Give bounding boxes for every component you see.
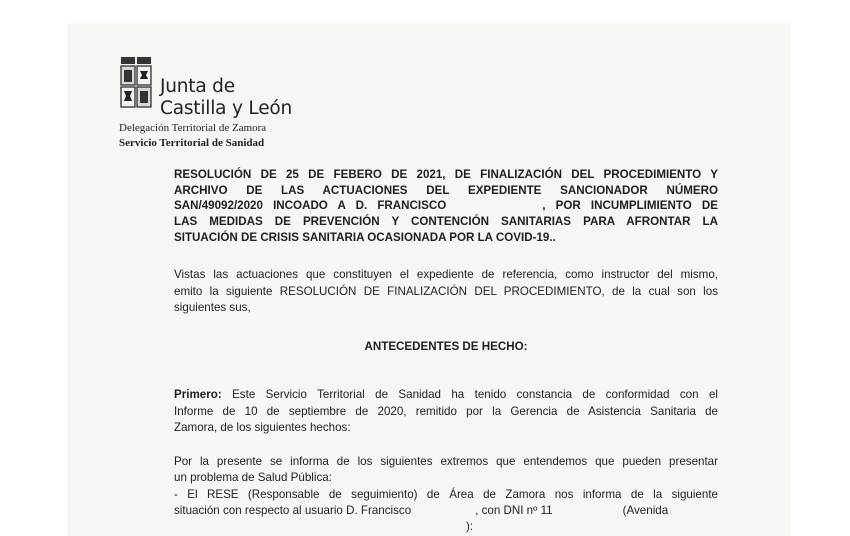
body-line-5: ): [466,520,474,533]
title-line-3 [174,199,718,213]
delegation-name: Delegación Territorial de Zamora [119,122,267,134]
body-line-1: Por la presente se informa de los siguientes extremos que entendemos que pueden presentar [174,455,718,468]
document-page [68,24,790,536]
intro-line-3: siguientes sus, [174,301,251,314]
title-line-5: SITUACIÓN DE CRISIS SANITARIA OCASIONADA POR LA COVID-19.. [174,231,556,244]
section-heading: ANTECEDENTES DE HECHO: [364,340,528,353]
title-line-4: LAS MEDIDAS DE PREVENCIÓN Y CONTENCIÓN SANITARIAS PARA AFRONTAR LA [174,215,718,228]
title-line-3-start: SAN/49092/2020 INCOADO A D. FRANCISCO [174,199,447,212]
primero-label: Primero: [174,388,222,401]
title-line-1: RESOLUCIÓN DE 25 DE FEBERO DE 2021, DE FINALIZACIÓN DEL PROCEDIMIENTO Y [174,168,718,181]
body-line-4-mid: , con DNI nº 11 [475,504,553,517]
org-name-line1: Junta de [160,76,235,97]
coat-of-arms-logo [120,57,154,113]
body-line-2: un problema de Salud Pública: [174,471,332,484]
body-line-3: - El RESE (Responsable de seguimiento) de Área de Zamora nos informa de la siguiente [174,488,718,501]
primero-line-1 [174,388,718,402]
primero-line-2: Informe de 10 de septiembre de 2020, remitido por la Gerencia de Asistencia Sanitaria de [174,405,718,418]
service-name: Servicio Territorial de Sanidad [119,137,265,149]
body-line-4-end: (Avenida [622,504,669,517]
title-line-2: ARCHIVO DE LAS ACTUACIONES DEL EXPEDIENTE SANCIONADOR NÚMERO [174,184,718,197]
body-line-4-start: situación con respecto al usuario D. Francisco [174,504,412,517]
org-name-line2: Castilla y León [160,98,293,119]
body-line-4 [174,504,718,518]
intro-line-1: Vistas las actuaciones que constituyen el expediente de referencia, como instructor del mismo, [174,268,718,281]
intro-line-2: emito la siguiente RESOLUCIÓN DE FINALIZACIÓN DEL PROCEDIMIENTO, de la cual son los [174,285,718,298]
primero-line-3: Zamora, de los siguientes hechos: [174,421,351,434]
primero-text: Este Servicio Territorial de Sanidad ha tenido constancia de conformidad con el [221,388,718,401]
title-line-3-end: , POR INCUMPLIMIENTO DE [542,199,718,212]
